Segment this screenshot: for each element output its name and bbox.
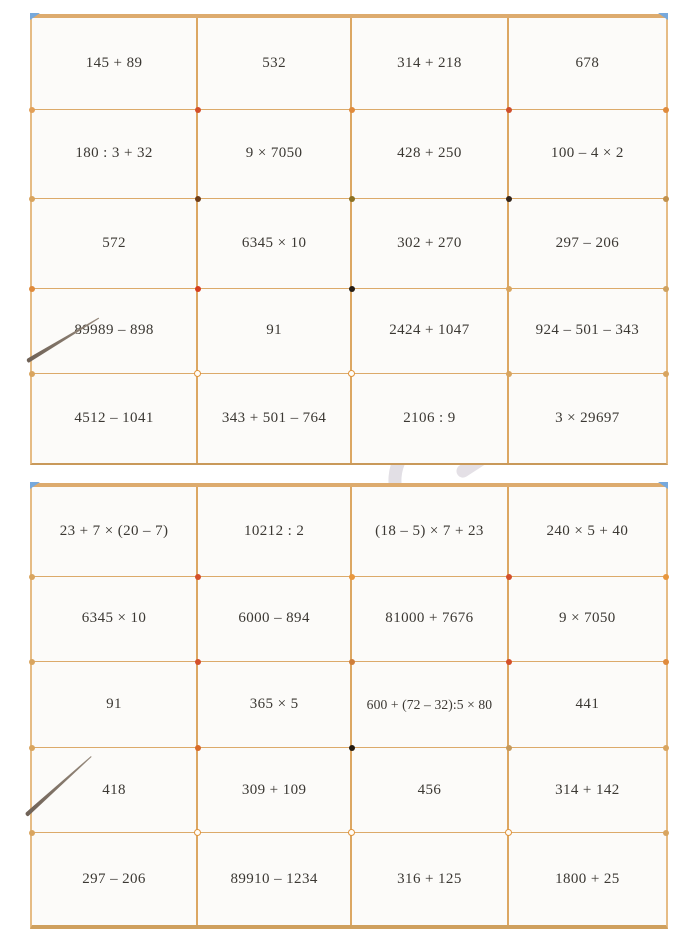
cell-expression: 6345 × 10 bbox=[81, 610, 147, 627]
table-cell bbox=[509, 110, 666, 199]
grid-handle-dot bbox=[29, 574, 35, 580]
table-cell bbox=[509, 289, 666, 374]
grid-handle-dot bbox=[506, 286, 512, 292]
cell-expression: 240 × 5 + 40 bbox=[546, 522, 629, 539]
table-cell bbox=[509, 18, 666, 110]
table-cell bbox=[509, 833, 666, 925]
table-cell bbox=[198, 18, 352, 110]
grid-handle-dot bbox=[663, 574, 669, 580]
table-cell bbox=[352, 487, 509, 577]
cell-expression: 314 + 142 bbox=[555, 781, 620, 798]
grid-handle-dot bbox=[506, 107, 512, 113]
table-grid bbox=[32, 487, 666, 925]
table-cell bbox=[509, 577, 666, 662]
grid-handle-dot bbox=[506, 659, 512, 665]
table-cell bbox=[509, 199, 666, 288]
grid-handle-dot bbox=[29, 286, 35, 292]
grid-handle-dot bbox=[349, 574, 355, 580]
table-cell bbox=[32, 487, 198, 577]
grid-handle-dot bbox=[663, 107, 669, 113]
table-cell bbox=[32, 833, 198, 925]
worksheet-table-2 bbox=[30, 483, 668, 929]
table-cell bbox=[509, 662, 666, 748]
cell-expression: 6000 – 894 bbox=[238, 610, 310, 627]
grid-handle-dot bbox=[505, 829, 512, 836]
table-cell bbox=[352, 748, 509, 833]
worksheet-table-1 bbox=[30, 14, 668, 465]
table-cell bbox=[32, 374, 198, 463]
cell-expression: 297 – 206 bbox=[82, 870, 146, 887]
grid-handle-dot bbox=[506, 745, 512, 751]
grid-handle-dot bbox=[506, 371, 512, 377]
grid-handle-dot bbox=[663, 659, 669, 665]
cell-expression: 89910 – 1234 bbox=[230, 870, 318, 887]
grid-handle-dot bbox=[194, 370, 201, 377]
table-cell bbox=[198, 833, 352, 925]
table-cell bbox=[32, 577, 198, 662]
table-cell bbox=[32, 662, 198, 748]
table-cell bbox=[352, 374, 509, 463]
cell-expression: 532 bbox=[262, 54, 286, 71]
cell-expression: 10212 : 2 bbox=[243, 522, 305, 539]
grid-handle-dot bbox=[195, 574, 201, 580]
cell-expression: 100 – 4 × 2 bbox=[550, 145, 624, 162]
table-cell bbox=[352, 662, 509, 748]
grid-handle-dot bbox=[663, 286, 669, 292]
table-cell bbox=[198, 748, 352, 833]
cell-expression: 441 bbox=[575, 696, 600, 713]
cell-expression: 2424 + 1047 bbox=[389, 322, 470, 339]
grid-handle-dot bbox=[195, 107, 201, 113]
cell-expression: 456 bbox=[417, 781, 442, 798]
cell-expression: 1800 + 25 bbox=[555, 870, 620, 887]
cell-expression: 23 + 7 × (20 – 7) bbox=[59, 522, 169, 539]
grid-handle-dot bbox=[663, 745, 669, 751]
grid-handle-dot bbox=[348, 370, 355, 377]
table-cell bbox=[198, 110, 352, 199]
grid-handle-dot bbox=[29, 830, 35, 836]
table-cell bbox=[509, 748, 666, 833]
cell-expression: 316 + 125 bbox=[397, 870, 462, 887]
grid-handle-dot bbox=[349, 107, 355, 113]
grid-handle-dot bbox=[663, 371, 669, 377]
table-cell bbox=[198, 374, 352, 463]
grid-handle-dot bbox=[349, 286, 355, 292]
grid-handle-dot bbox=[663, 196, 669, 202]
cell-expression: 309 + 109 bbox=[241, 781, 307, 798]
grid-handle-dot bbox=[195, 286, 201, 292]
table-cell bbox=[32, 289, 198, 374]
cell-expression: 678 bbox=[575, 54, 600, 71]
table-cell bbox=[32, 199, 198, 288]
table-cell bbox=[509, 487, 666, 577]
table-cell bbox=[198, 289, 352, 374]
cell-expression: 91 bbox=[266, 322, 283, 339]
cell-expression: 572 bbox=[102, 234, 126, 251]
cell-expression: 9 × 7050 bbox=[559, 610, 616, 627]
table-cell bbox=[509, 374, 666, 463]
cell-expression: 91 bbox=[106, 696, 122, 713]
grid-handle-dot bbox=[506, 574, 512, 580]
table-cell bbox=[352, 577, 509, 662]
cell-expression: 924 – 501 – 343 bbox=[535, 322, 640, 339]
cell-expression: 365 × 5 bbox=[249, 696, 299, 713]
cell-expression: 145 + 89 bbox=[85, 54, 143, 71]
cell-expression: 428 + 250 bbox=[397, 145, 462, 162]
cell-expression: 3 × 29697 bbox=[555, 409, 620, 426]
grid-handle-dot bbox=[663, 830, 669, 836]
cell-expression: 89989 – 898 bbox=[74, 322, 154, 339]
grid-handle-dot bbox=[29, 371, 35, 377]
table-cell bbox=[198, 662, 352, 748]
cell-expression: 297 – 206 bbox=[555, 234, 620, 251]
grid-handle-dot bbox=[29, 745, 35, 751]
cell-expression: 6345 × 10 bbox=[241, 234, 307, 251]
table-cell bbox=[352, 833, 509, 925]
grid-handle-dot bbox=[29, 107, 35, 113]
cell-expression: 418 bbox=[102, 781, 126, 798]
table-cell bbox=[198, 577, 352, 662]
cell-expression: 2106 : 9 bbox=[403, 409, 456, 426]
cell-expression: 314 + 218 bbox=[397, 54, 462, 71]
table-cell bbox=[198, 487, 352, 577]
cell-expression: 4512 – 1041 bbox=[74, 409, 154, 426]
cell-expression: 600 + (72 – 32):5 × 80 bbox=[366, 696, 493, 712]
table-cell bbox=[32, 748, 198, 833]
grid-handle-dot bbox=[506, 196, 512, 202]
table-cell bbox=[352, 18, 509, 110]
cell-expression: 180 : 3 + 32 bbox=[75, 145, 153, 162]
table-cell bbox=[352, 199, 509, 288]
table-cell bbox=[32, 110, 198, 199]
table-cell bbox=[198, 199, 352, 288]
table-cell bbox=[32, 18, 198, 110]
cell-expression: 343 + 501 – 764 bbox=[221, 409, 327, 426]
table-cell bbox=[352, 289, 509, 374]
table-cell bbox=[352, 110, 509, 199]
cell-expression: (18 – 5) × 7 + 23 bbox=[375, 522, 484, 539]
cell-expression: 9 × 7050 bbox=[245, 145, 303, 162]
cell-expression: 302 + 270 bbox=[397, 234, 462, 251]
table-grid bbox=[32, 18, 666, 463]
cell-expression: 81000 + 7676 bbox=[385, 610, 474, 627]
